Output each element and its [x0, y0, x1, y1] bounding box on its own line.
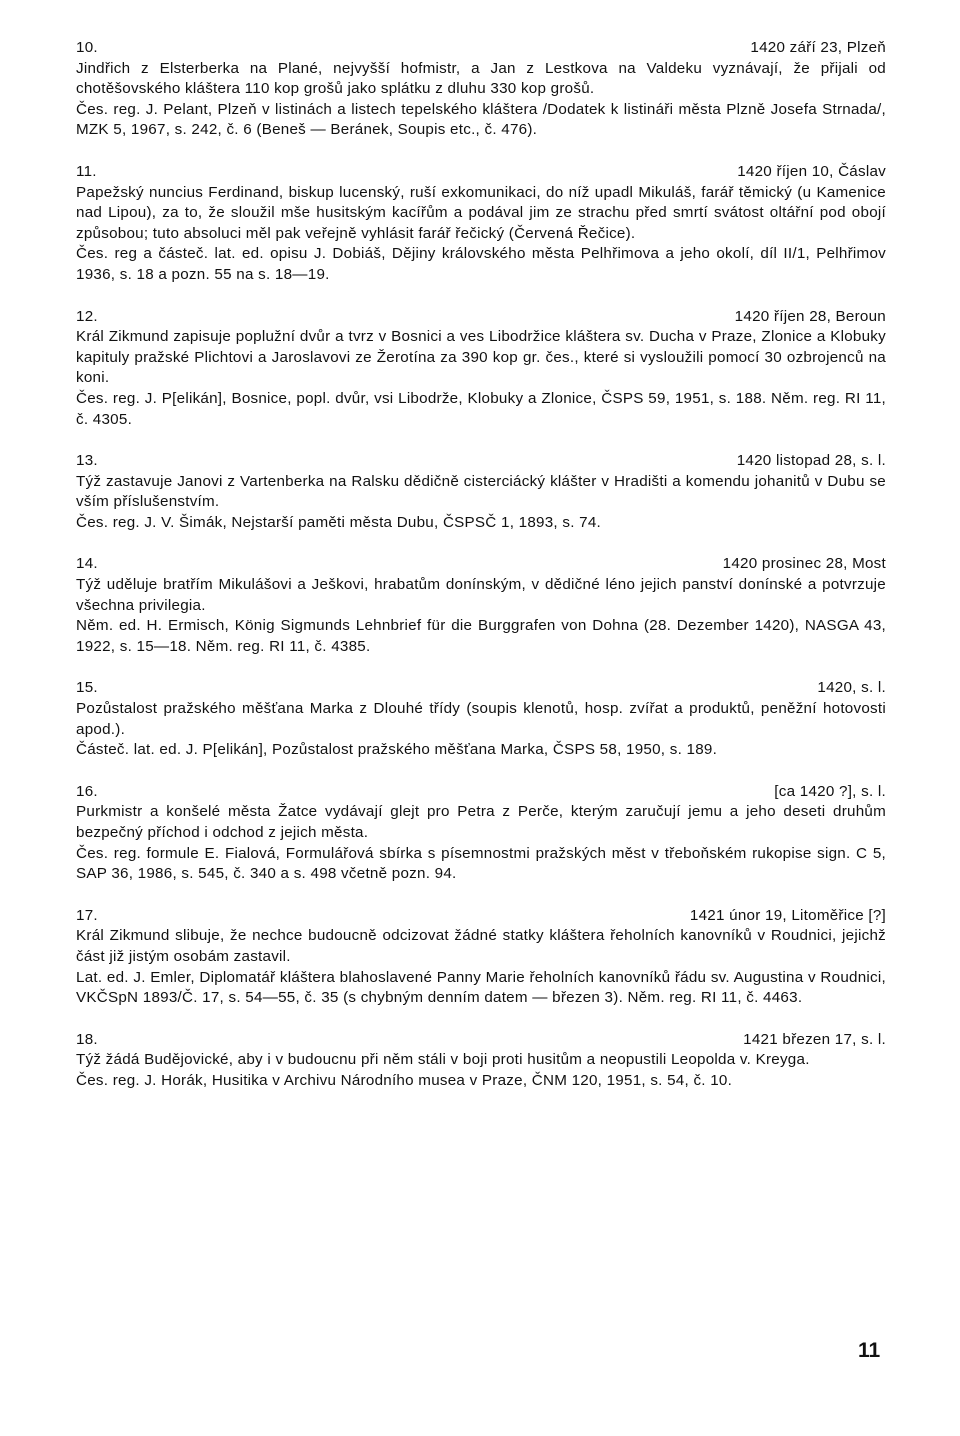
entry-header [76, 1030, 886, 1051]
entry-date-place: 1421 únor 19, Litoměřice [?] [689, 906, 886, 924]
entry-date-place: 1420 prosinec 28, Most [722, 555, 886, 573]
entry-number: 17. [76, 906, 98, 924]
entry-header [76, 307, 886, 328]
entry-citation: Čes. reg. J. V. Šimák, Nejstarší paměti města Dubu, ČSPSČ 1, 1893, s. 74. [76, 513, 601, 531]
entry-number: 18. [76, 1030, 98, 1048]
entry-header [76, 451, 886, 472]
entry-summary: Týž uděluje bratřím Mikulášovi a Ješkovi, hrabatům donínským, v dědičné léno jejich panství donínské a potvrzuje všechna privilegia. [76, 576, 886, 614]
entry-number: 15. [76, 679, 98, 697]
entry-header [76, 554, 886, 575]
entry-citation: Čes. reg. J. Horák, Husitika v Archivu Národního musea v Praze, ČNM 120, 1951, s. 54, č. 10. [76, 1071, 733, 1089]
entry-summary: Král Zikmund zapisuje poplužní dvůr a tvrz v Bosnici a ves Libodržice kláštera sv. Ducha v Praze, Zlonice a Klobuky kapituly pražské Plichtovi a Jaroslavovi ze Žerotína za 390 kop gr. čes., které si vysloužili pomocí 30 ozbrojenců na koni. [76, 328, 886, 387]
entry-date-place: 1420, s. l. [817, 679, 886, 697]
entry-citation: Částeč. lat. ed. J. P[elikán], Pozůstalost pražského měšťana Marka, ČSPS 58, 1950, s. 189. [76, 741, 718, 759]
entry-citation: Čes. reg. J. P[elikán], Bosnice, popl. dvůr, vsi Libodrže, Klobuky a Zlonice, ČSPS 59, 1951, s. 188. Něm. reg. RI 11, č. 4305. [76, 389, 886, 428]
regest-entry-16 [76, 782, 886, 885]
regest-page [76, 38, 886, 1113]
entry-citation: Lat. ed. J. Emler, Diplomatář kláštera blahoslavené Panny Marie řeholních kanovníků řádu sv. Augustina v Roudnici, VKČSpN 1893/Č. 17, s. 54—55, č. 35 (s chybným denním datem — březen 3). Něm. reg. RI 11, č. 4463. [76, 968, 886, 1007]
entry-date-place: 1421 březen 17, s. l. [743, 1030, 886, 1048]
entry-header [76, 162, 886, 183]
entry-summary: Týž zastavuje Janovi z Vartenberka na Ralsku dědičně cisterciácký klášter v Hradišti a komendu johanitů v Dubu se vším příslušenstvím. [76, 472, 886, 511]
page-number: 11 [858, 1339, 881, 1362]
regest-entry-14 [76, 554, 886, 657]
entry-citation: Čes. reg. J. Pelant, Plzeň v listinách a listech tepelského kláštera /Dodatek k listináři města Plzně Josefa Strnada/, MZK 5, 1967, s. 242, č. 6 (Beneš — Beránek, Soupis etc., č. 476). [76, 100, 886, 139]
regest-entry-15 [76, 678, 886, 760]
entry-header [76, 678, 886, 699]
entry-summary: Purkmistr a konšelé města Žatce vydávají glejt pro Petra z Perče, kterým zaručují jemu a jeho deseti druhům bezpečný příchod i odchod z jejich města. [76, 803, 886, 841]
entry-citation: Něm. ed. H. Ermisch, König Sigmunds Lehnbrief für die Burggrafen von Dohna (28. Dezember 1420), NASGA 43, 1922, s. 15—18. Něm. reg. RI 11, č. 4385. [76, 617, 886, 655]
regest-entry-13 [76, 451, 886, 533]
entry-summary: Papežský nuncius Ferdinand, biskup lucenský, ruší exkomunikaci, do níž upadl Mikuláš, farář těmický (u Kamenice nad Lipou), za to, že sloužil mše husitským kacířům a podával jim ze strachu před smrtí svátost oltářní pod obojí způsobou; tuto absoluci měl pak veřejně vyhlásit farář řečický (Červená Řečice). [76, 183, 886, 242]
entry-number: 10. [76, 39, 98, 56]
entry-number: 12. [76, 307, 98, 325]
regest-entry-10 [76, 38, 886, 141]
entry-date-place: 1420 září 23, Plzeň [750, 39, 886, 56]
entry-summary: Jindřich z Elsterberka na Plané, nejvyšší hofmistr, a Jan z Lestkova na Valdeku vyznávají, že přijali od chotěšovského kláštera 110 kop grošů jako splátku z dluhu 330 kop grošů. [76, 59, 886, 98]
entry-date-place: 1420 říjen 10, Čáslav [737, 162, 886, 180]
entry-number: 16. [76, 782, 98, 800]
entry-number: 13. [76, 452, 98, 470]
regest-entry-12 [76, 307, 886, 431]
entry-number: 14. [76, 555, 98, 573]
entry-summary: Pozůstalost pražského měšťana Marka z Dlouhé třídy (soupis klenotů, hosp. zvířat a produktů, peněžní hotovosti apod.). [76, 700, 886, 738]
regest-entry-18 [76, 1030, 886, 1092]
entry-header [76, 38, 886, 59]
entry-number: 11. [76, 162, 97, 180]
regest-entry-17 [76, 906, 886, 1009]
entry-date-place: 1420 říjen 28, Beroun [734, 307, 886, 325]
entry-date-place: [ca 1420 ?], s. l. [774, 782, 886, 800]
entry-summary: Týž žádá Budějovické, aby i v budoucnu při něm stáli v boji proti husitům a neopustili Leopolda v. Kreyga. [76, 1051, 810, 1069]
entry-citation: Čes. reg. formule E. Fialová, Formulářová sbírka s písemnostmi pražských měst v třeboňském rukopise sign. C 5, SAP 36, 1986, s. 545, č. 340 a s. 498 včetně pozn. 94. [76, 844, 886, 883]
regest-entry-11 [76, 162, 886, 286]
entry-header [76, 906, 886, 927]
entry-date-place: 1420 listopad 28, s. l. [736, 452, 886, 470]
entry-summary: Král Zikmund slibuje, že nechce budoucně odcizovat žádné statky kláštera řeholních kanovníků v Roudnici, jejichž část již jistým osobám zastavil. [76, 927, 886, 965]
entry-citation: Čes. reg a částeč. lat. ed. opisu J. Dobiáš, Dějiny královského města Pelhřimova a jeho okolí, díl II/1, Pelhřimov 1936, s. 18 a pozn. 55 na s. 18—19. [76, 245, 886, 283]
entry-header [76, 782, 886, 803]
